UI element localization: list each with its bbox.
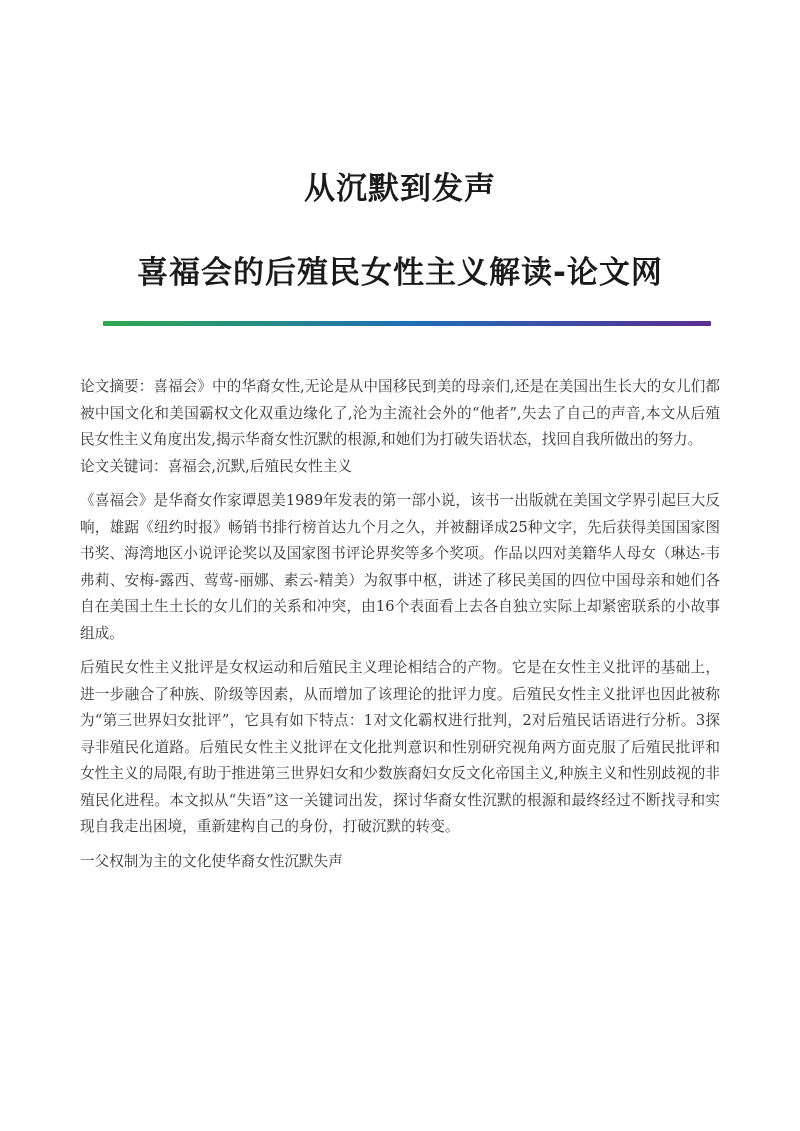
section-heading: 一父权制为主的文化使华裔女性沉默失声 bbox=[80, 852, 343, 870]
body-paragraph-2: 后殖民女性主义批评是女权运动和后殖民主义理论相结合的产物。它是在女性主义批评的基础上，进一步融合了种族、阶级等因素，从而增加了该理论的批评力度。后殖民女性主义批评也因此被称为“第三世界妇女批评”，它具有如下特点：1对文化霸权进行批判，2对后殖民话语进行分析。3探寻非殖民化道路。后殖民女性主义批评在文化批判意识和性别研究视角两方面克服了后殖民批评和女性主义的局限,有助于推进第三世界妇女和少数族裔妇女反文化帝国主义,种族主义和性别歧视的非殖民化进程。本文拟从“失语”这一关键词出发，探讨华裔女性沉默的根源和最终经过不断找寻和实现自我走出困境，重新建构自己的身份，打破沉默的转变。 bbox=[80, 659, 720, 835]
abstract-paragraph: 论文摘要：喜福会》中的华裔女性,无论是从中国移民到美的母亲们,还是在美国出生长大的女儿们都被中国文化和美国霸权文化双重边缘化了,沦为主流社会外的“他者”,失去了自己的声音,本文从后殖民女性主义角度出发,揭示华裔女性沉默的根源,和她们为打破失语状态，找回自我所做出的努力。 bbox=[80, 378, 720, 448]
title-divider bbox=[103, 321, 711, 326]
keywords-line: 论文关键词：喜福会,沉默,后殖民女性主义 bbox=[80, 457, 352, 475]
body-paragraph-1: 《喜福会》是华裔女作家谭恩美1989年发表的第一部小说，该书一出版就在美国文学界引起巨大反响，雄踞《纽约时报》畅销书排行榜首达九个月之久，并被翻译成25种文字，先后获得美国国家图书奖、海湾地区小说评论奖以及国家图书评论界奖等多个奖项。作品以四对美籍华人母女（琳达-韦弗莉、安梅-露西、莺莺-丽娜、素云-精美）为叙事中枢，讲述了移民美国的四位中国母亲和她们各自在美国土生土长的女儿们的关系和冲突，由16个表面看上去各自独立实际上却紧密联系的小故事组成。 bbox=[80, 492, 720, 642]
document-title-line-2: 喜福会的后殖民女性主义解读-论文网 bbox=[137, 255, 663, 291]
document-title-line-1: 从沉默到发声 bbox=[304, 171, 496, 207]
document-body bbox=[80, 374, 720, 875]
